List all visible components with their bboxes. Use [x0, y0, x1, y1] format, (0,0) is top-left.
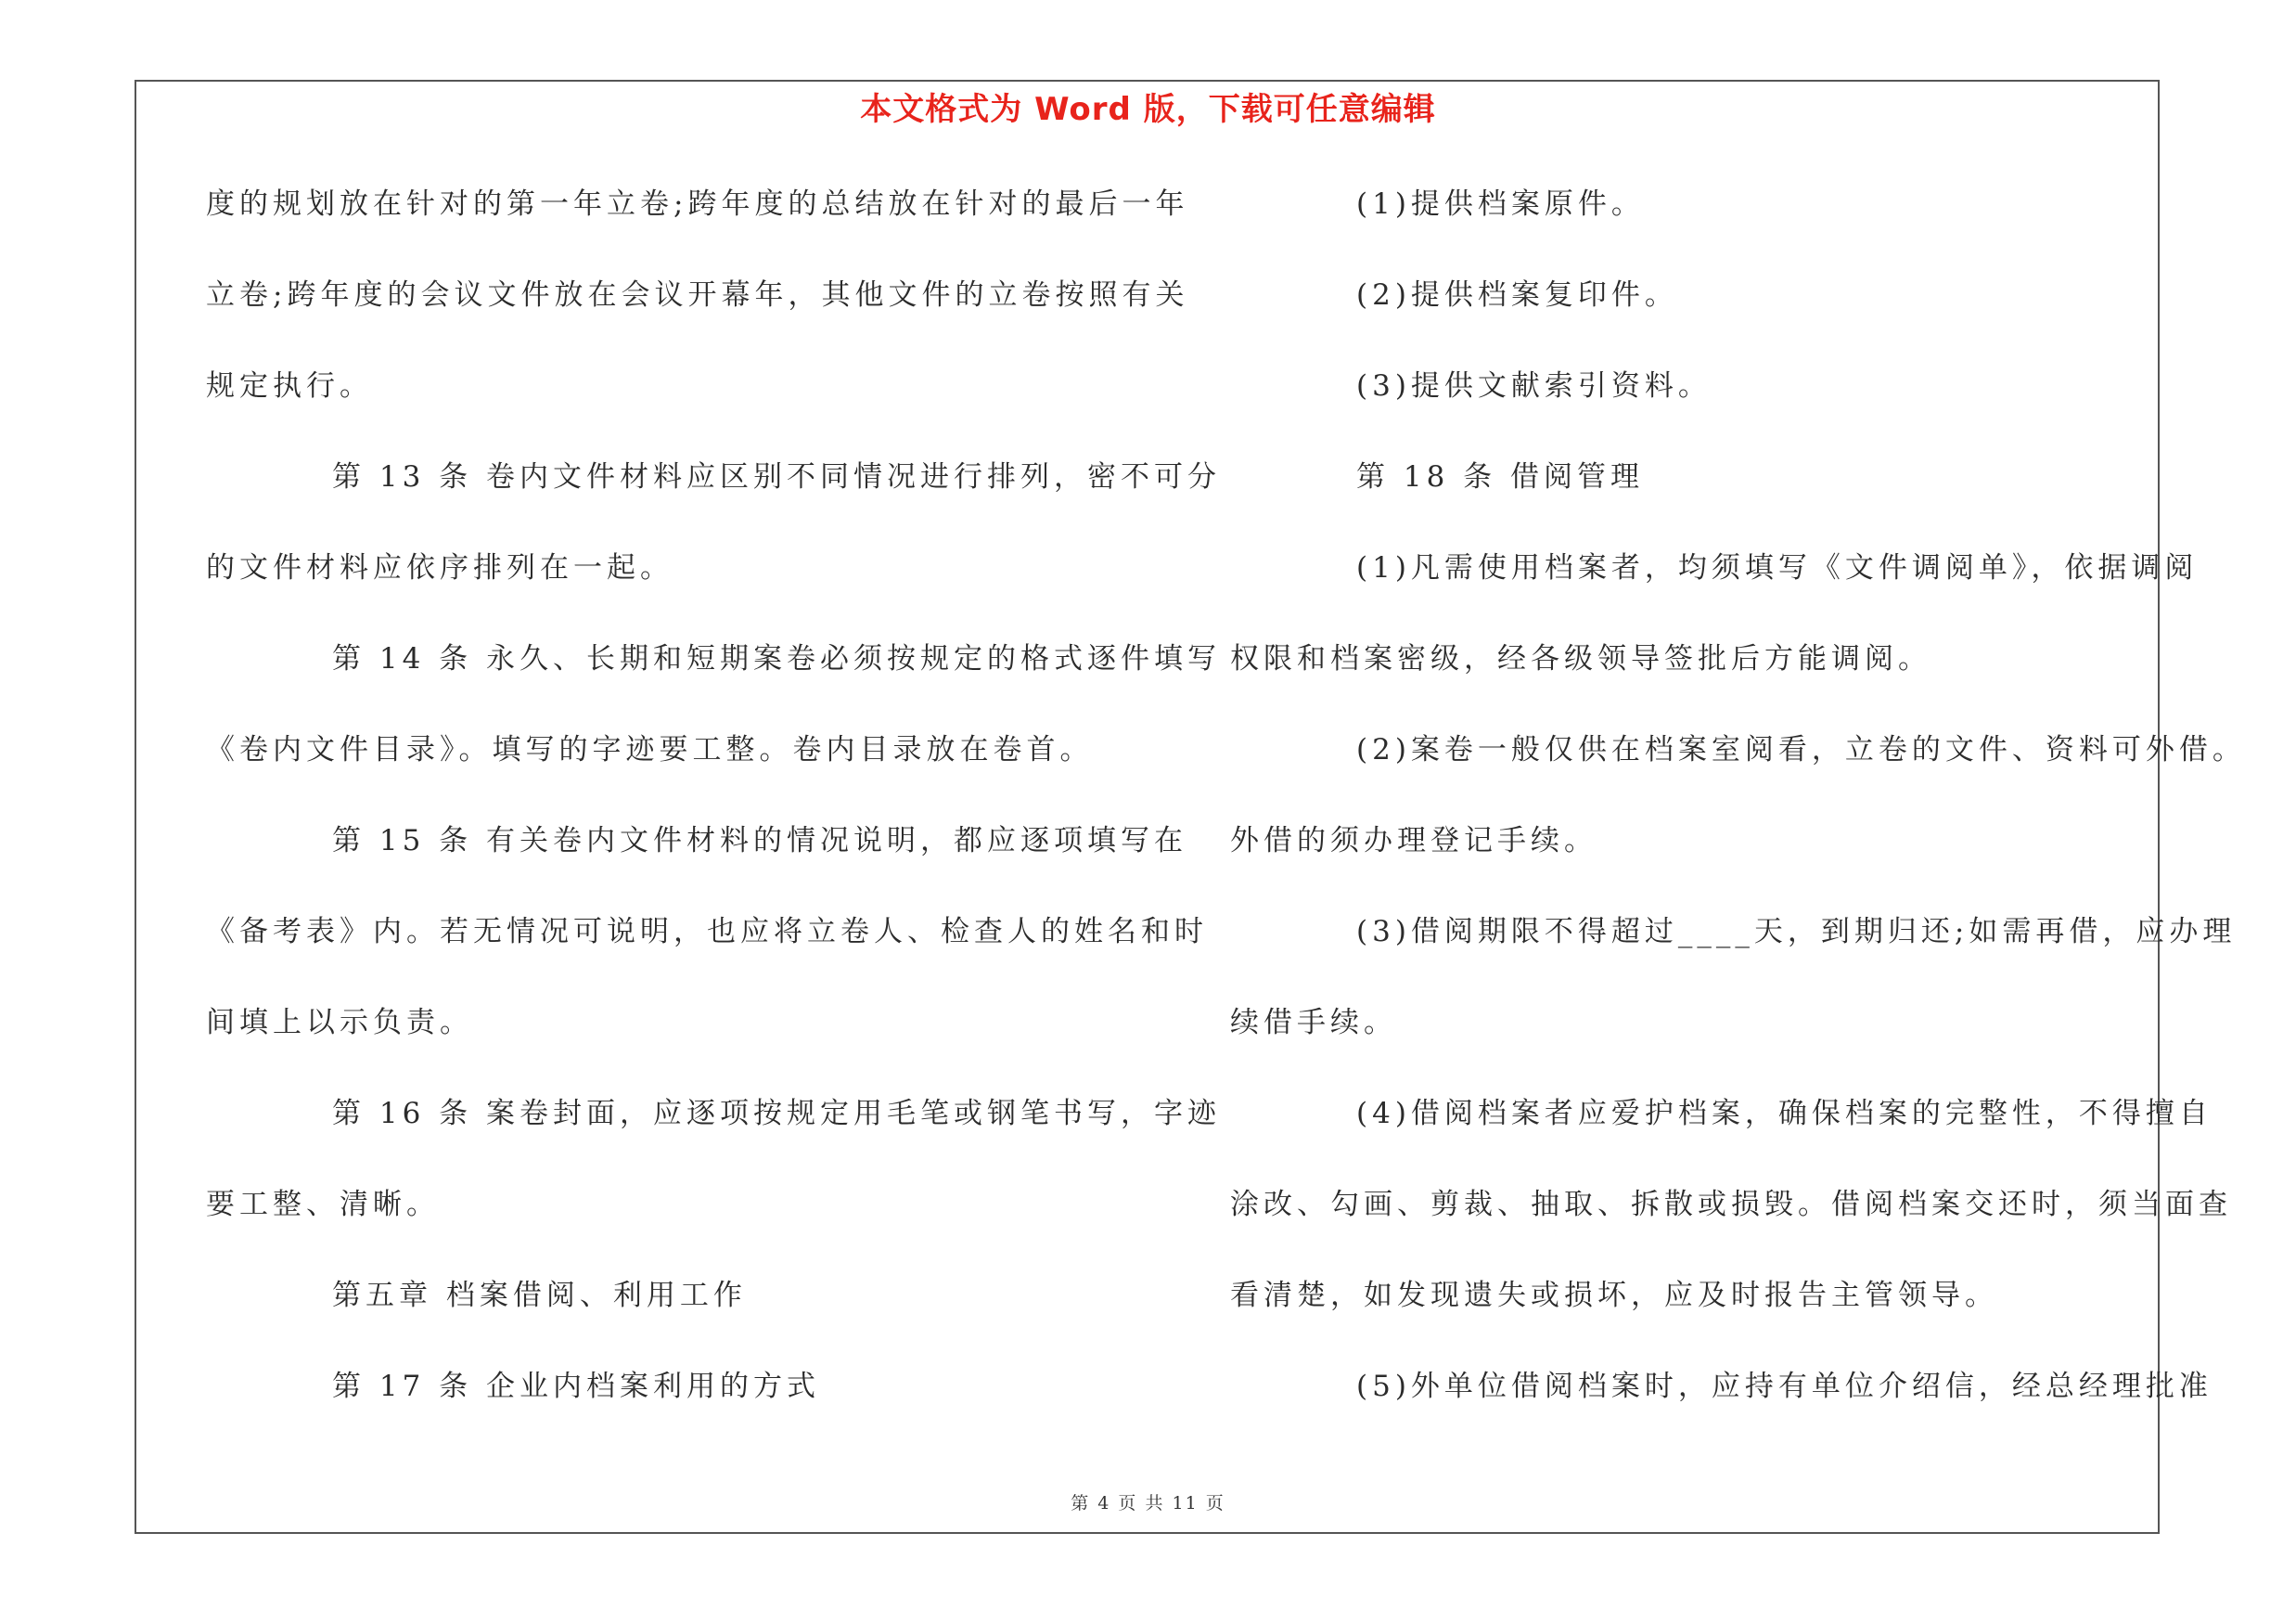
list-item-line: (1)提供档案原件。	[1356, 187, 1645, 221]
paragraph-line: 规定执行。	[206, 369, 373, 403]
paragraph-line: 间填上以示负责。	[206, 1006, 473, 1039]
paragraph-line: 权限和档案密级，经各级领导签批后方能调阅。	[1230, 642, 1931, 676]
article-heading-line: 第 18 条 借阅管理	[1356, 460, 1645, 494]
list-item-line: (1)凡需使用档案者，均须填写《文件调阅单》，依据调阅	[1356, 551, 2199, 585]
article-heading-line: 第 16 条 案卷封面，应逐项按规定用毛笔或钢笔书写，字迹	[332, 1097, 1222, 1130]
paragraph-line: 外借的须办理登记手续。	[1230, 824, 1597, 857]
chapter-heading: 第五章 档案借阅、利用工作	[332, 1279, 747, 1312]
list-item-line: (5)外单位借阅档案时，应持有单位介绍信，经总经理批准	[1356, 1370, 2213, 1403]
article-heading-line: 第 13 条 卷内文件材料应区别不同情况进行排列，密不可分	[332, 460, 1222, 494]
article-heading-line: 第 14 条 永久、长期和短期案卷必须按规定的格式逐件填写	[332, 642, 1222, 676]
list-item-line: (2)提供档案复印件。	[1356, 278, 1678, 312]
article-heading-line: 第 17 条 企业内档案利用的方式	[332, 1370, 821, 1403]
paragraph-line: 立卷;跨年度的会议文件放在会议开幕年，其他文件的立卷按照有关	[206, 278, 1189, 312]
header-banner: 本文格式为 Word 版，下载可任意编辑	[860, 91, 1436, 128]
list-item-line: (4)借阅档案者应爱护档案，确保档案的完整性，不得擅自	[1356, 1097, 2213, 1130]
article-heading-line: 第 15 条 有关卷内文件材料的情况说明，都应逐项填写在	[332, 824, 1188, 857]
list-item-line: (2)案卷一般仅供在档案室阅看，立卷的文件、资料可外借。	[1356, 733, 2246, 766]
list-item-line: (3)提供文献索引资料。	[1356, 369, 1712, 403]
paragraph-line: 度的规划放在针对的第一年立卷;跨年度的总结放在针对的最后一年	[206, 187, 1189, 221]
paragraph-line: 的文件材料应依序排列在一起。	[206, 551, 673, 585]
list-item-line: (3)借阅期限不得超过____天，到期归还;如需再借，应办理	[1356, 915, 2237, 948]
paragraph-line: 要工整、清晰。	[206, 1188, 440, 1221]
paragraph-line: 续借手续。	[1230, 1006, 1397, 1039]
paragraph-line: 《备考表》内。若无情况可说明，也应将立卷人、检查人的姓名和时	[206, 915, 1208, 948]
paragraph-line: 看清楚，如发现遗失或损坏，应及时报告主管领导。	[1230, 1279, 1998, 1312]
paragraph-line: 涂改、勾画、剪裁、抽取、拆散或损毁。借阅档案交还时，须当面查	[1230, 1188, 2232, 1221]
page-number: 第 4 页 共 11 页	[1071, 1493, 1225, 1514]
paragraph-line: 《卷内文件目录》。填写的字迹要工整。卷内目录放在卷首。	[206, 733, 1094, 766]
